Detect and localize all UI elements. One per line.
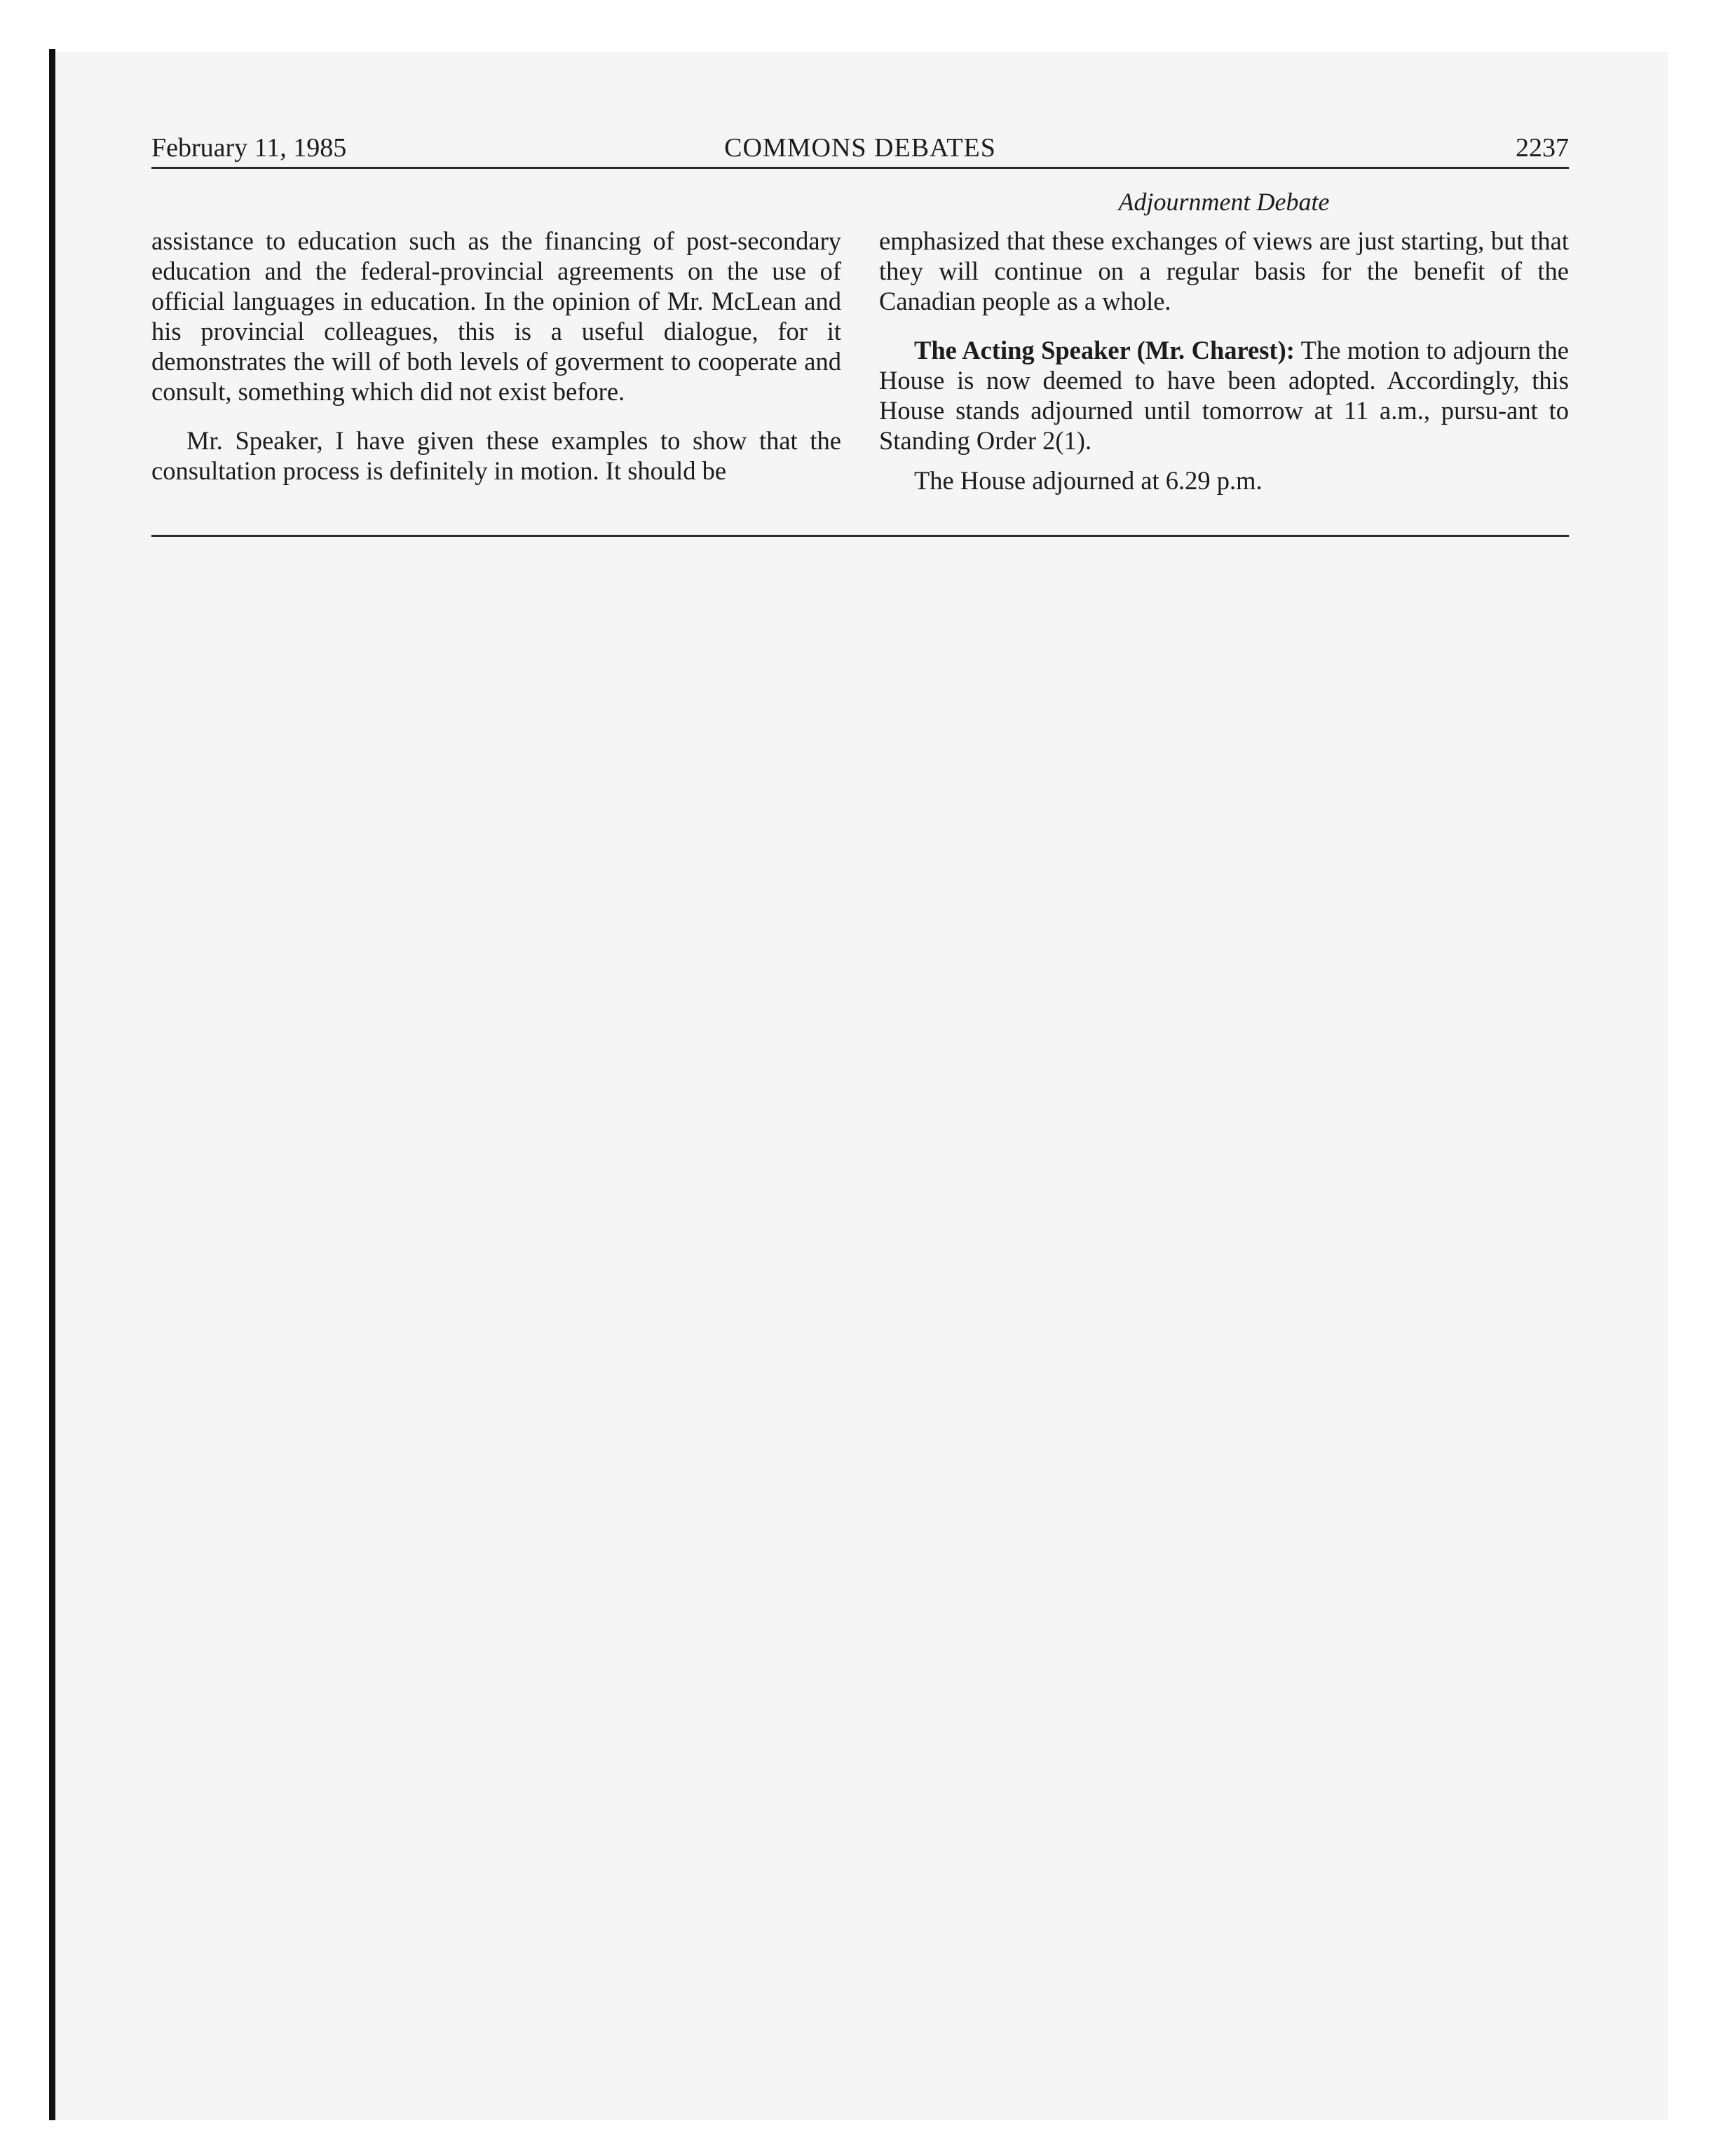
footer-rule xyxy=(151,535,1569,537)
speaker-name: The Acting Speaker (Mr. Charest): xyxy=(914,336,1295,364)
header-date: February 11, 1985 xyxy=(151,133,347,163)
header-rule xyxy=(151,167,1569,169)
speaker-paragraph xyxy=(879,335,1569,456)
left-paragraph-2: Mr. Speaker, I have given these examples to show that the consultation process is definitely in motion. It should be xyxy=(151,426,841,485)
adjournment-note: The House adjourned at 6.29 p.m. xyxy=(914,466,1263,495)
right-column xyxy=(879,226,1569,496)
speaker-statement: The motion to adjourn the House is now deemed to have been adopted. Accordingly, this House stands adjourned until tomorrow at 11 a.m., pursu-ant to Standing Order 2(1). xyxy=(879,336,1569,455)
left-paragraph-1: assistance to education such as the financing of post-secondary education and the federal-provincial agreements on the use of official languages in education. In the opinion of Mr. McLean and his provincial colleagues, this is a useful dialogue, for it demonstrates the will of both levels of goverment to cooperate and consult, something which did not exist before. xyxy=(151,226,841,406)
scan-edge xyxy=(49,49,55,2120)
right-paragraph-1: emphasized that these exchanges of views are just starting, but that they will continue on a regular basis for the benefit of the Canadian people as a whole. xyxy=(879,226,1569,315)
header-page-number: 2237 xyxy=(1516,133,1569,163)
left-column xyxy=(151,226,841,486)
running-head xyxy=(151,132,1569,164)
section-heading: Adjournment Debate xyxy=(1118,188,1330,216)
header-publication: COMMONS DEBATES xyxy=(724,133,996,163)
